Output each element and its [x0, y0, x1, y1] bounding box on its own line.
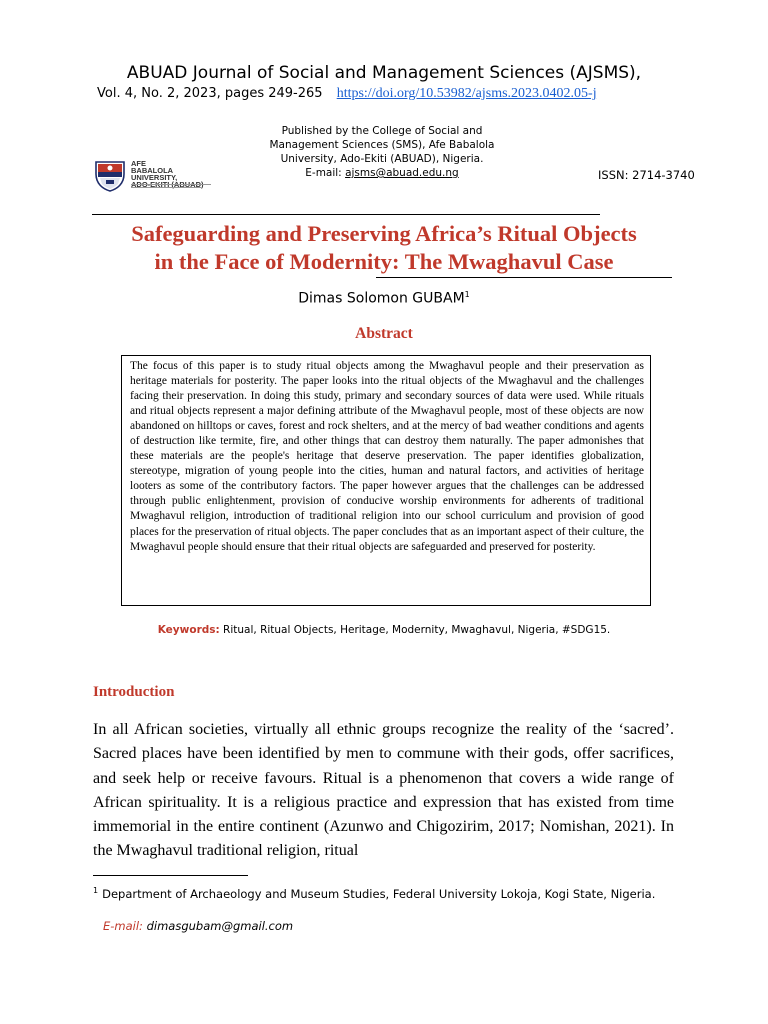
introduction-body: In all African societies, virtually all ethnic groups recognize the reality of the ‘sacred’. Sacred places have been identified by men to commune with their gods, offer sacrifices, and seek help or receive favours. Ritual is a phenomenon that covers a wide range of African spirituality. It is a religious practice and expression that has existed from time immemorial in the entire continent (Azunwo and Chigozirim, 2017; Nomishan, 2021). In the Mwaghavul traditional religion, ritual: [93, 721, 674, 860]
footnote: [93, 882, 675, 903]
author: Dimas Solomon GUBAM: [298, 290, 465, 307]
logo-tagline-lines: [131, 184, 211, 190]
article-title-line-1: Safeguarding and Preserving Africa’s Ritual Objects: [131, 221, 637, 246]
footnote-mark: 1: [93, 886, 99, 895]
keywords-label: Keywords:: [157, 624, 220, 636]
abstract-text: The focus of this paper is to study ritual objects among the Mwaghavul people and their preservation as heritage materials for posterity. The paper looks into the ritual objects of the Mwaghavul and the challenges facing their preservation. In doing this study, primary and secondary sources of data were used. While rituals and ritual objects represent a major defining attribute of the Mwaghavul people, most of these objects are now abandoned on hilltops or caves, forest and rock shelters, and at the mercy of bad weather conditions and agents of destruction like termite, fire, and other things that can destroy them naturally. The paper admonishes that these materials are the people's heritage that deserve preservation. The paper identifies globalization, stereotype, migration of young people into the cities, human and natural factors, and activities of heritage looters as some of the contributory factors. The paper however argues that the challenges can be addressed through public enlightenment, provision of conducive worship environments for adherents of traditional Mwaghavul religion, introduction of traditional religion into our school curriculum and provision of good places for the preservation of ritual objects. The paper concludes that as an important aspect of their culture, the Mwaghavul people should ensure that their ritual objects are safeguarded and preserved for posterity.: [121, 355, 651, 606]
journal-title: ABUAD Journal of Social and Management Sciences (AJSMS),: [126, 63, 642, 83]
footnote-email-label: E-mail:: [103, 919, 143, 933]
title-divider: [376, 277, 672, 278]
logo-wordmark: AFE BABALOLA UNIVERSITY,: [131, 159, 178, 182]
publisher-line-3: University, Ado-Ekiti (ABUAD), Nigeria.: [280, 153, 484, 165]
article-title-line-2: in the Face of Modernity: The Mwaghavul Case: [154, 249, 614, 274]
abstract-heading: Abstract: [355, 325, 413, 342]
publisher-email-line: [262, 166, 502, 180]
volume-info: Vol. 4, No. 2, 2023, pages 249-265: [97, 86, 323, 101]
author-email-link[interactable]: dimasgubam@gmail.com: [146, 919, 294, 933]
email-label: E-mail:: [305, 167, 346, 179]
footnote-email-line: [103, 919, 293, 933]
publisher-line-1: Published by the College of Social and: [281, 125, 483, 137]
publisher-info: [262, 124, 502, 180]
introduction-heading: Introduction: [93, 684, 175, 700]
issn: ISSN: 2714-3740: [598, 168, 695, 182]
keywords: Ritual, Ritual Objects, Heritage, Modernity, Mwaghavul, Nigeria, #SDG15.: [219, 624, 611, 636]
volume-info-line: [97, 86, 597, 102]
doi-link[interactable]: https://doi.org/10.53982/ajsms.2023.0402.05-j: [336, 86, 597, 101]
footnote-divider: [93, 875, 248, 876]
author-footnote-mark: 1: [464, 290, 470, 299]
journal-email-link[interactable]: ajsms@abuad.edu.ng: [345, 167, 459, 179]
university-crest-icon: [93, 160, 127, 192]
publisher-line-2: Management Sciences (SMS), Afe Babalola: [269, 139, 495, 151]
footnote-text: Department of Archaeology and Museum Studies, Federal University Lokoja, Kogi State, Nigeria.: [102, 886, 656, 901]
header-divider: [92, 214, 600, 215]
author-name: [0, 290, 768, 307]
university-logo: [93, 160, 268, 192]
keywords-line: [0, 624, 768, 636]
article-title: [60, 220, 708, 276]
